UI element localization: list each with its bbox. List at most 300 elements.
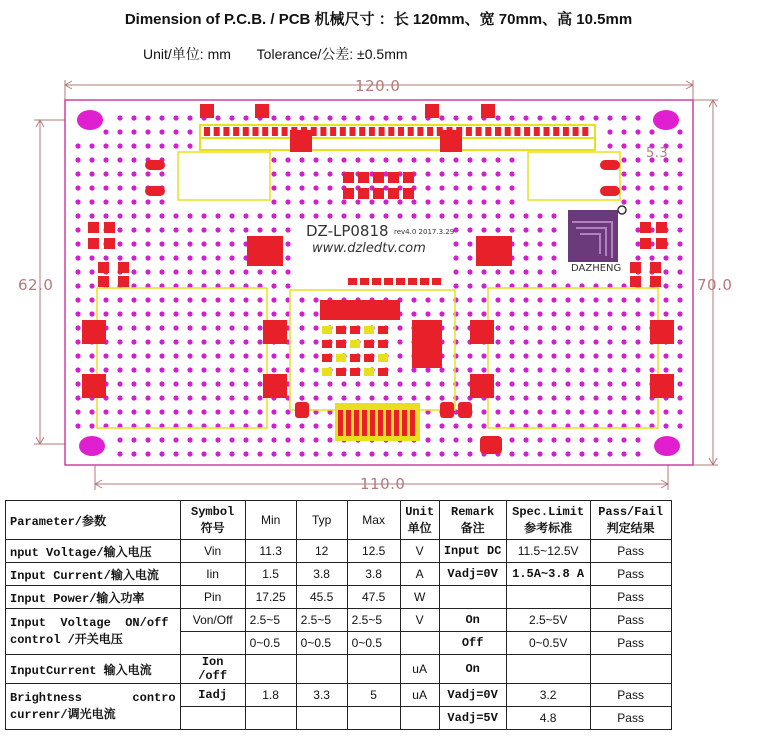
header-pin <box>573 127 579 136</box>
via-dot <box>523 325 528 330</box>
via-dot <box>677 269 682 274</box>
via-dot <box>299 157 304 162</box>
via-dot <box>425 367 430 372</box>
via-dot <box>621 451 626 456</box>
via-dot <box>131 115 136 120</box>
via-dot <box>397 395 402 400</box>
via-dot <box>523 409 528 414</box>
via-dot <box>439 451 444 456</box>
via-dot <box>495 353 500 358</box>
via-dot <box>299 199 304 204</box>
via-dot <box>677 367 682 372</box>
via-dot <box>201 311 206 316</box>
via-dot <box>635 157 640 162</box>
header-pin <box>485 127 491 136</box>
via-dot <box>341 451 346 456</box>
smd-pad <box>322 354 332 362</box>
page-title: Dimension of P.C.B. / PCB 机械尺寸 ：长 120mm、宽 70mm、高 10.5mm <box>124 11 633 28</box>
header-pin <box>204 127 210 136</box>
via-dot <box>271 115 276 120</box>
via-dot <box>145 451 150 456</box>
via-dot <box>145 325 150 330</box>
smd-pad <box>384 278 393 285</box>
via-dot <box>75 395 80 400</box>
table-row: Brightness contro currenr/调光电流 Iadj 1.8 3.3 5 uA Vadj=0V 3.2 Pass <box>6 684 672 707</box>
via-dot <box>187 409 192 414</box>
via-dot <box>551 311 556 316</box>
via-dot <box>495 199 500 204</box>
via-dot <box>649 199 654 204</box>
via-dot <box>215 451 220 456</box>
via-dot <box>215 297 220 302</box>
via-dot <box>257 451 262 456</box>
via-dot <box>355 115 360 120</box>
smd-pad <box>118 262 129 273</box>
via-dot <box>285 255 290 260</box>
via-dot <box>439 199 444 204</box>
via-dot <box>509 171 514 176</box>
via-dot <box>271 409 276 414</box>
table-header-row <box>6 501 672 540</box>
brightness-param-line1: Brightness contro <box>10 691 176 705</box>
header-typ: Typ <box>311 513 332 527</box>
via-dot <box>635 129 640 134</box>
via-dot <box>593 367 598 372</box>
via-dot <box>537 339 542 344</box>
via-dot <box>229 339 234 344</box>
header-pin <box>505 127 511 136</box>
via-dot <box>103 213 108 218</box>
via-dot <box>159 255 164 260</box>
via-dot <box>649 409 654 414</box>
via-dot <box>649 311 654 316</box>
via-dot <box>187 129 192 134</box>
via-dot <box>677 395 682 400</box>
via-dot <box>579 381 584 386</box>
via-dot <box>565 325 570 330</box>
via-dot <box>663 409 668 414</box>
via-dot <box>271 283 276 288</box>
via-dot <box>131 451 136 456</box>
via-dot <box>313 367 318 372</box>
via-dot <box>243 367 248 372</box>
via-dot <box>355 381 360 386</box>
header-unit: Unit <box>405 504 435 519</box>
via-dot <box>229 269 234 274</box>
via-dot <box>159 241 164 246</box>
via-dot <box>649 129 654 134</box>
via-dot <box>271 423 276 428</box>
via-dot <box>257 213 262 218</box>
via-dot <box>131 269 136 274</box>
via-dot <box>551 409 556 414</box>
via-dot <box>215 269 220 274</box>
via-dot <box>425 395 430 400</box>
via-dot <box>145 241 150 246</box>
via-dot <box>75 339 80 344</box>
smd-pad <box>373 188 384 199</box>
via-dot <box>215 353 220 358</box>
via-dot <box>411 395 416 400</box>
via-dot <box>523 241 528 246</box>
via-dot <box>467 213 472 218</box>
via-dot <box>663 311 668 316</box>
via-dot <box>75 367 80 372</box>
via-dot <box>285 227 290 232</box>
via-dot <box>467 297 472 302</box>
via-dot <box>89 297 94 302</box>
via-dot <box>481 353 486 358</box>
via-dot <box>131 199 136 204</box>
via-dot <box>481 185 486 190</box>
via-dot <box>341 395 346 400</box>
via-dot <box>537 311 542 316</box>
via-dot <box>145 199 150 204</box>
via-dot <box>551 269 556 274</box>
via-dot <box>439 423 444 428</box>
header-pin <box>369 127 375 136</box>
header-max: Max <box>362 513 385 527</box>
brightness-param-line2: currenr/调光电流 <box>10 708 116 722</box>
via-dot <box>173 115 178 120</box>
via-dot <box>89 157 94 162</box>
via-dot <box>523 213 528 218</box>
via-dot <box>425 185 430 190</box>
via-dot <box>621 395 626 400</box>
via-dot <box>103 199 108 204</box>
via-dot <box>425 311 430 316</box>
via-dot <box>551 255 556 260</box>
via-dot <box>467 255 472 260</box>
via-dot <box>495 297 500 302</box>
via-dot <box>467 423 472 428</box>
header-pin <box>476 127 482 136</box>
via-dot <box>187 255 192 260</box>
header-unit-cn: 单位 <box>407 521 432 536</box>
smd-pad <box>336 326 346 334</box>
via-dot <box>257 409 262 414</box>
via-dot <box>481 171 486 176</box>
via-dot <box>481 409 486 414</box>
via-dot <box>411 451 416 456</box>
via-dot <box>537 269 542 274</box>
via-dot <box>187 367 192 372</box>
via-dot <box>103 185 108 190</box>
via-dot <box>467 241 472 246</box>
via-dot <box>663 185 668 190</box>
via-dot <box>635 353 640 358</box>
via-dot <box>159 451 164 456</box>
via-dot <box>397 381 402 386</box>
via-dot <box>453 241 458 246</box>
via-dot <box>145 143 150 148</box>
via-dot <box>271 157 276 162</box>
via-dot <box>75 311 80 316</box>
via-dot <box>523 115 528 120</box>
via-dot <box>565 115 570 120</box>
via-dot <box>635 241 640 246</box>
via-dot <box>285 157 290 162</box>
via-dot <box>243 451 248 456</box>
via-dot <box>593 395 598 400</box>
via-dot <box>117 171 122 176</box>
via-dot <box>131 325 136 330</box>
via-dot <box>75 283 80 288</box>
via-dot <box>229 381 234 386</box>
smd-pad <box>104 222 115 233</box>
via-dot <box>285 199 290 204</box>
via-dot <box>117 213 122 218</box>
via-dot <box>481 157 486 162</box>
via-dot <box>327 381 332 386</box>
via-dot <box>495 185 500 190</box>
via-dot <box>565 339 570 344</box>
via-dot <box>509 311 514 316</box>
via-dot <box>369 115 374 120</box>
via-dot <box>173 129 178 134</box>
via-dot <box>425 157 430 162</box>
via-dot <box>579 115 584 120</box>
header-pin <box>417 127 423 136</box>
via-dot <box>215 213 220 218</box>
via-dot <box>257 325 262 330</box>
via-dot <box>271 437 276 442</box>
via-dot <box>607 409 612 414</box>
via-dot <box>187 339 192 344</box>
smd-pad <box>364 354 374 362</box>
header-result: Pass/Fail <box>598 504 664 519</box>
via-dot <box>635 227 640 232</box>
via-dot <box>607 325 612 330</box>
via-dot <box>313 339 318 344</box>
via-dot <box>467 367 472 372</box>
smd-pad <box>656 222 667 233</box>
via-dot <box>565 451 570 456</box>
via-dot <box>131 367 136 372</box>
via-dot <box>649 367 654 372</box>
via-dot <box>327 171 332 176</box>
header-pin <box>214 127 220 136</box>
smd-pad <box>343 188 354 199</box>
header-parameter: Parameter/参数 <box>10 514 107 529</box>
via-dot <box>257 367 262 372</box>
via-dot <box>467 171 472 176</box>
via-dot <box>439 171 444 176</box>
via-dot <box>131 185 136 190</box>
smd-pad <box>322 340 332 348</box>
via-dot <box>621 381 626 386</box>
via-dot <box>327 185 332 190</box>
via-dot <box>607 115 612 120</box>
dim-bottom-width: 110.0 <box>360 475 406 493</box>
via-dot <box>551 241 556 246</box>
via-dot <box>173 311 178 316</box>
via-dot <box>467 227 472 232</box>
via-dot <box>271 213 276 218</box>
via-dot <box>215 255 220 260</box>
header-pin <box>553 127 559 136</box>
via-dot <box>243 269 248 274</box>
via-dot <box>313 185 318 190</box>
via-dot <box>131 437 136 442</box>
tolerance-label: Tolerance/公差: ±0.5mm <box>256 46 408 62</box>
via-dot <box>467 157 472 162</box>
via-dot <box>341 157 346 162</box>
header-result-cn: 判定结果 <box>606 521 655 536</box>
smd-pad <box>336 340 346 348</box>
via-dot <box>551 381 556 386</box>
via-dot <box>481 423 486 428</box>
via-dot <box>145 269 150 274</box>
via-dot <box>117 297 122 302</box>
via-dot <box>635 381 640 386</box>
via-dot <box>159 409 164 414</box>
via-dot <box>551 297 556 302</box>
via-dot <box>145 255 150 260</box>
via-dot <box>677 339 682 344</box>
via-dot <box>635 311 640 316</box>
via-dot <box>117 437 122 442</box>
via-dot <box>299 339 304 344</box>
table-row: Input Current/输入电流 Iin 1.5 3.8 3.8 A Vadj=0V 1.5A~3.8 A Pass <box>6 563 672 586</box>
via-dot <box>215 381 220 386</box>
via-dot <box>327 423 332 428</box>
header-pin <box>262 127 268 136</box>
via-dot <box>159 227 164 232</box>
via-dot <box>649 213 654 218</box>
via-dot <box>579 409 584 414</box>
via-dot <box>285 269 290 274</box>
smd-pad <box>118 276 129 287</box>
smd-pad <box>322 326 332 334</box>
smd-pad <box>630 276 641 287</box>
via-dot <box>635 451 640 456</box>
via-dot <box>355 451 360 456</box>
via-dot <box>383 381 388 386</box>
via-dot <box>369 157 374 162</box>
smd-pad <box>88 238 99 249</box>
via-dot <box>229 213 234 218</box>
via-dot <box>103 353 108 358</box>
via-dot <box>453 227 458 232</box>
via-dot <box>145 395 150 400</box>
via-dot <box>103 367 108 372</box>
via-dot <box>145 381 150 386</box>
via-dot <box>89 283 94 288</box>
via-dot <box>453 381 458 386</box>
via-dot <box>383 171 388 176</box>
via-dot <box>299 185 304 190</box>
via-dot <box>75 325 80 330</box>
via-dot <box>243 325 248 330</box>
via-dot <box>187 143 192 148</box>
via-dot <box>551 227 556 232</box>
smd-pad <box>378 354 388 362</box>
connector-pin <box>346 410 351 436</box>
header-pin <box>340 127 346 136</box>
via-dot <box>537 227 542 232</box>
via-dot <box>117 409 122 414</box>
via-dot <box>313 171 318 176</box>
via-dot <box>229 255 234 260</box>
via-dot <box>495 311 500 316</box>
via-dot <box>271 353 276 358</box>
via-dot <box>677 171 682 176</box>
via-dot <box>271 297 276 302</box>
via-dot <box>103 409 108 414</box>
via-dot <box>313 423 318 428</box>
via-dot <box>173 269 178 274</box>
via-dot <box>607 451 612 456</box>
via-dot <box>495 157 500 162</box>
via-dot <box>663 283 668 288</box>
via-dot <box>495 325 500 330</box>
via-dot <box>103 157 108 162</box>
via-dot <box>453 395 458 400</box>
header-pin <box>282 127 288 136</box>
via-dot <box>313 157 318 162</box>
via-dot <box>537 437 542 442</box>
via-dot <box>509 437 514 442</box>
via-dot <box>607 129 612 134</box>
via-dot <box>341 115 346 120</box>
via-dot <box>299 213 304 218</box>
via-dot <box>187 269 192 274</box>
via-dot <box>677 255 682 260</box>
via-dot <box>411 367 416 372</box>
via-dot <box>439 115 444 120</box>
smd-pad <box>388 172 399 183</box>
via-dot <box>75 213 80 218</box>
via-dot <box>453 367 458 372</box>
onoff-param-line1: Input Voltage ON/off <box>10 616 169 630</box>
via-dot <box>425 423 430 428</box>
via-dot <box>397 115 402 120</box>
via-dot <box>481 311 486 316</box>
via-dot <box>75 199 80 204</box>
via-dot <box>551 367 556 372</box>
dim-hole-offset: 5.3 <box>646 146 669 161</box>
via-dot <box>355 157 360 162</box>
via-dot <box>523 367 528 372</box>
via-dot <box>397 353 402 358</box>
via-dot <box>117 199 122 204</box>
via-dot <box>187 115 192 120</box>
via-dot <box>215 311 220 316</box>
via-dot <box>159 199 164 204</box>
header-pin <box>582 127 588 136</box>
via-dot <box>495 395 500 400</box>
via-dot <box>327 395 332 400</box>
via-dot <box>187 213 192 218</box>
via-dot <box>131 129 136 134</box>
via-dot <box>369 213 374 218</box>
via-dot <box>313 395 318 400</box>
via-dot <box>495 367 500 372</box>
via-dot <box>537 381 542 386</box>
smd-pad <box>403 172 414 183</box>
via-dot <box>313 325 318 330</box>
via-dot <box>537 325 542 330</box>
smd-pad <box>322 368 332 376</box>
via-dot <box>467 311 472 316</box>
via-dot <box>635 171 640 176</box>
smd-pad <box>343 172 354 183</box>
via-dot <box>187 353 192 358</box>
header-pin <box>223 127 229 136</box>
via-dot <box>341 199 346 204</box>
via-dot <box>565 367 570 372</box>
